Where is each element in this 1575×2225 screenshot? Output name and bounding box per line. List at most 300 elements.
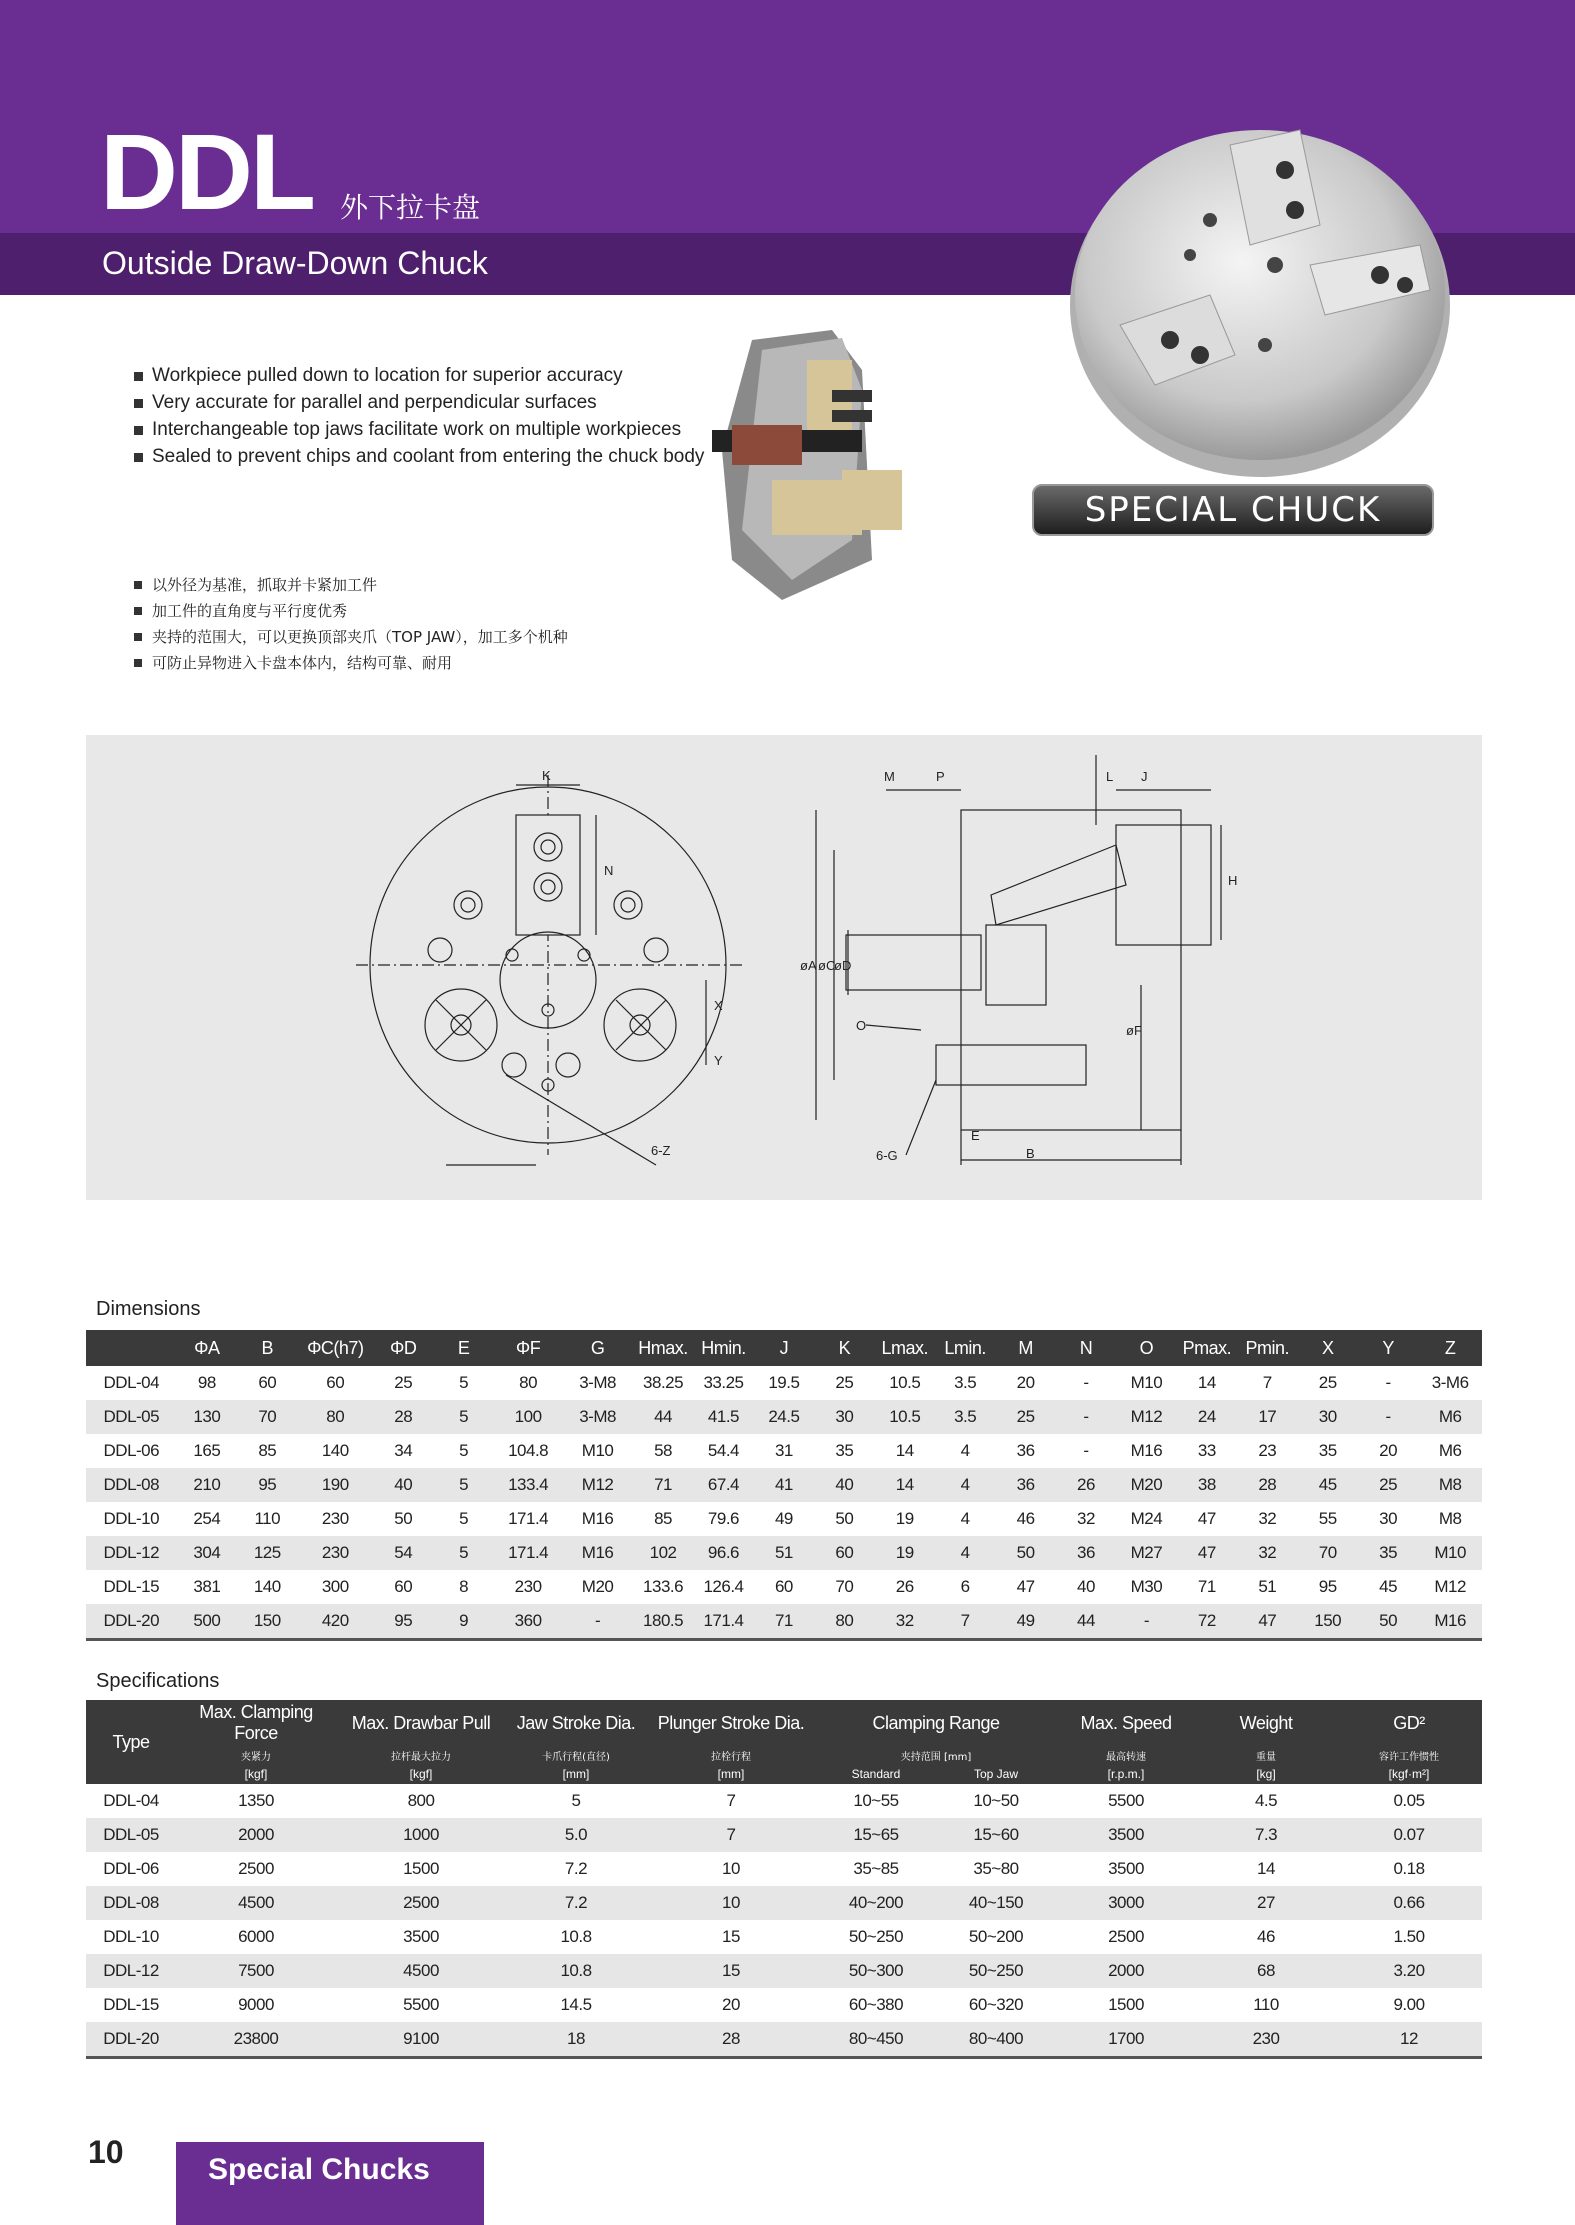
table-cell: 95 bbox=[1318, 1577, 1337, 1596]
specifications-title: Specifications bbox=[96, 1670, 220, 1692]
table-cell: 95 bbox=[373, 1604, 433, 1640]
table-cell: 50 bbox=[835, 1509, 854, 1528]
table-cell: 80~400 bbox=[936, 2022, 1056, 2058]
table-cell: 3500 bbox=[1056, 1818, 1196, 1852]
spec-header-unit: [kg] bbox=[1196, 1764, 1336, 1784]
table-cell: 32 bbox=[875, 1604, 935, 1640]
table-row bbox=[86, 1502, 1482, 1536]
table-cell: 110 bbox=[1253, 1995, 1279, 2014]
table-cell: DDL-10 bbox=[103, 1509, 160, 1528]
table-cell: M16 bbox=[1418, 1604, 1482, 1640]
spec-header-unit: Top Jaw bbox=[936, 1764, 1056, 1784]
table-cell: 41 bbox=[754, 1468, 814, 1502]
dimensions-header-cell bbox=[86, 1330, 177, 1366]
table-cell: 95 bbox=[237, 1468, 297, 1502]
table-cell: 71 bbox=[754, 1604, 814, 1640]
specifications-table bbox=[86, 1700, 1482, 2059]
table-cell: 381 bbox=[193, 1577, 221, 1596]
table-row bbox=[86, 1784, 1482, 1818]
table-cell: 51 bbox=[754, 1536, 814, 1570]
table-cell: M30 bbox=[1130, 1577, 1163, 1596]
dimensions-header-cell: ΦD bbox=[373, 1330, 433, 1366]
table-cell: M6 bbox=[1418, 1400, 1482, 1434]
table-cell: 3.5 bbox=[935, 1400, 995, 1434]
table-cell: 50 bbox=[394, 1509, 413, 1528]
table-cell: 50~250 bbox=[848, 1927, 904, 1946]
table-cell: 50 bbox=[995, 1536, 1055, 1570]
table-cell: 6 bbox=[960, 1577, 970, 1596]
table-cell: 5500 bbox=[1108, 1791, 1144, 1810]
table-cell: 25 bbox=[1358, 1468, 1418, 1502]
table-cell: - bbox=[1083, 1441, 1089, 1460]
table-row bbox=[86, 1818, 1482, 1852]
table-cell: 26 bbox=[895, 1577, 914, 1596]
table-cell: 28 bbox=[646, 2022, 816, 2058]
table-cell: 35 bbox=[835, 1441, 854, 1460]
drawing-label: L bbox=[1106, 769, 1114, 784]
dimensions-header-cell: E bbox=[433, 1330, 493, 1366]
table-cell: M12 bbox=[1434, 1577, 1466, 1596]
table-cell: 4 bbox=[960, 1509, 970, 1528]
table-cell: 17 bbox=[1237, 1400, 1297, 1434]
table-cell: 54.4 bbox=[707, 1441, 740, 1460]
table-cell: - bbox=[1385, 1373, 1391, 1392]
table-cell: 500 bbox=[177, 1604, 237, 1640]
cutaway-illustration bbox=[712, 330, 942, 600]
table-cell: 80 bbox=[297, 1400, 373, 1434]
table-cell: 180.5 bbox=[633, 1604, 693, 1640]
feature-cn-item: 可防止异物进入卡盘本体内，结构可靠、耐用 bbox=[132, 650, 568, 676]
table-cell: 98 bbox=[197, 1373, 216, 1392]
table-cell: 36 bbox=[1016, 1441, 1035, 1460]
table-cell: 104.8 bbox=[508, 1441, 549, 1460]
table-cell: 50 bbox=[1358, 1604, 1418, 1640]
table-cell: M16 bbox=[562, 1536, 633, 1570]
table-cell: 230 bbox=[297, 1536, 373, 1570]
table-cell: M27 bbox=[1116, 1536, 1176, 1570]
table-cell: 85 bbox=[654, 1509, 673, 1528]
spec-header-unit: [kgf·m²] bbox=[1336, 1764, 1482, 1784]
table-cell: 0.05 bbox=[1393, 1791, 1425, 1810]
table-cell: 4.5 bbox=[1254, 1791, 1278, 1810]
table-cell: 5 bbox=[459, 1441, 469, 1460]
table-cell: DDL-04 bbox=[103, 1791, 159, 1810]
table-cell: 1.50 bbox=[1393, 1927, 1425, 1946]
table-cell: 5 bbox=[433, 1468, 493, 1502]
table-cell: 190 bbox=[297, 1468, 373, 1502]
table-cell: 33.25 bbox=[703, 1373, 744, 1392]
table-cell: DDL-15 bbox=[103, 1995, 159, 2014]
table-cell: 6000 bbox=[238, 1927, 274, 1946]
table-cell: 300 bbox=[321, 1577, 349, 1596]
specifications-body bbox=[86, 1784, 1482, 2058]
drawing-label: J bbox=[1141, 769, 1148, 784]
drawing-label: K bbox=[542, 768, 551, 783]
table-cell: 4 bbox=[960, 1441, 970, 1460]
table-cell: 7500 bbox=[176, 1954, 336, 1988]
spec-header-gd: GD² bbox=[1336, 1700, 1482, 1746]
drawing-label: øA bbox=[800, 958, 817, 973]
table-cell: DDL-08 bbox=[86, 1468, 177, 1502]
table-cell: 230 bbox=[321, 1509, 349, 1528]
dimensions-header-cell: ΦC(h7) bbox=[297, 1330, 373, 1366]
table-cell: 5 bbox=[571, 1791, 581, 1810]
table-cell: 14.5 bbox=[560, 1995, 592, 2014]
table-row bbox=[86, 1886, 1482, 1920]
table-cell: 45 bbox=[1297, 1468, 1357, 1502]
table-cell: 15~65 bbox=[816, 1818, 936, 1852]
table-cell: 24 bbox=[1177, 1400, 1237, 1434]
table-row bbox=[86, 1920, 1482, 1954]
table-cell: 10 bbox=[646, 1886, 816, 1920]
dimensions-title: Dimensions bbox=[96, 1298, 201, 1320]
dimensions-header-row bbox=[86, 1330, 1482, 1366]
table-cell: 46 bbox=[1257, 1927, 1275, 1946]
table-cell: DDL-06 bbox=[103, 1859, 159, 1878]
table-cell: 1350 bbox=[238, 1791, 274, 1810]
spec-header-plunger: Plunger Stroke Dia. bbox=[646, 1700, 816, 1746]
table-cell: DDL-05 bbox=[86, 1818, 176, 1852]
table-cell: 28 bbox=[1237, 1468, 1297, 1502]
table-cell: 49 bbox=[995, 1604, 1055, 1640]
dimensions-header-cell: ΦF bbox=[494, 1330, 562, 1366]
table-cell: 4 bbox=[935, 1536, 995, 1570]
table-cell: 54 bbox=[373, 1536, 433, 1570]
table-cell: 47 bbox=[1197, 1509, 1216, 1528]
table-cell: 20 bbox=[722, 1995, 740, 2014]
table-cell: 60 bbox=[394, 1577, 413, 1596]
spec-header-jaw: Jaw Stroke Dia. bbox=[506, 1700, 646, 1746]
table-cell: 10~50 bbox=[973, 1791, 1019, 1810]
table-cell: M8 bbox=[1438, 1509, 1462, 1528]
table-cell: 10 bbox=[722, 1859, 740, 1878]
table-cell: 85 bbox=[258, 1441, 277, 1460]
spec-header-cn: 拉栓行程 bbox=[646, 1746, 816, 1764]
drawing-label: øF bbox=[1126, 1023, 1142, 1038]
table-cell: 33 bbox=[1197, 1441, 1216, 1460]
page-number: 10 bbox=[88, 2134, 124, 2170]
table-cell: 36 bbox=[995, 1468, 1055, 1502]
drawing-label: øC bbox=[818, 958, 836, 973]
table-cell: 25 bbox=[995, 1400, 1055, 1434]
table-cell: 35~80 bbox=[973, 1859, 1019, 1878]
drawing-label: N bbox=[604, 863, 614, 878]
table-cell: 30 bbox=[1297, 1400, 1357, 1434]
table-cell: 420 bbox=[297, 1604, 373, 1640]
table-cell: 80~450 bbox=[816, 2022, 936, 2058]
table-cell: 31 bbox=[774, 1441, 793, 1460]
drawing-label: Y bbox=[714, 1053, 723, 1068]
table-cell: 150 bbox=[1297, 1604, 1357, 1640]
table-cell: 5.0 bbox=[506, 1818, 646, 1852]
features-cn-list bbox=[132, 572, 568, 676]
table-cell: 60~320 bbox=[968, 1995, 1024, 2014]
spec-header-cn: 拉杆最大拉力 bbox=[336, 1746, 506, 1764]
table-cell: 25 bbox=[835, 1373, 854, 1392]
table-cell: 110 bbox=[254, 1509, 281, 1528]
table-cell: 60 bbox=[774, 1577, 793, 1596]
table-cell: 3-M8 bbox=[562, 1400, 633, 1434]
table-cell: 38 bbox=[1177, 1468, 1237, 1502]
table-cell: 1000 bbox=[336, 1818, 506, 1852]
table-cell: 41.5 bbox=[693, 1400, 753, 1434]
dimensions-header-cell: J bbox=[754, 1330, 814, 1366]
table-cell: 3.20 bbox=[1336, 1954, 1482, 1988]
feature-en-item: Sealed to prevent chips and coolant from entering the chuck body bbox=[132, 443, 704, 470]
spec-header-unit: Standard bbox=[816, 1764, 936, 1784]
table-cell: 68 bbox=[1196, 1954, 1336, 1988]
drawing-label: H bbox=[1228, 873, 1238, 888]
table-cell: 40 bbox=[373, 1468, 433, 1502]
table-cell: 40~200 bbox=[816, 1886, 936, 1920]
table-cell: 32 bbox=[1237, 1536, 1297, 1570]
table-cell: 7 bbox=[726, 1791, 736, 1810]
table-cell: 15 bbox=[646, 1954, 816, 1988]
table-cell: 3-M6 bbox=[1431, 1373, 1469, 1392]
table-cell: 0.07 bbox=[1336, 1818, 1482, 1852]
table-cell: 230 bbox=[1196, 2022, 1336, 2058]
table-cell: 96.6 bbox=[693, 1536, 753, 1570]
table-cell: 2000 bbox=[176, 1818, 336, 1852]
dimensions-header-cell: Hmin. bbox=[693, 1330, 753, 1366]
table-cell: 32 bbox=[1077, 1509, 1095, 1528]
table-cell: 4500 bbox=[176, 1886, 336, 1920]
table-cell: 2500 bbox=[238, 1859, 274, 1878]
table-cell: 60 bbox=[814, 1536, 874, 1570]
table-cell: - bbox=[1116, 1604, 1176, 1640]
table-cell: 14 bbox=[895, 1441, 914, 1460]
spec-header-unit: [mm] bbox=[506, 1764, 646, 1784]
table-cell: DDL-20 bbox=[86, 1604, 177, 1640]
table-row bbox=[86, 1536, 1482, 1570]
table-cell: 67.4 bbox=[693, 1468, 753, 1502]
table-cell: 130 bbox=[177, 1400, 237, 1434]
table-cell: 171.4 bbox=[693, 1604, 753, 1640]
table-cell: 23800 bbox=[176, 2022, 336, 2058]
table-cell: 79.6 bbox=[707, 1509, 740, 1528]
table-cell: M12 bbox=[1116, 1400, 1176, 1434]
table-cell: 2500 bbox=[336, 1886, 506, 1920]
dimensions-header-cell: B bbox=[237, 1330, 297, 1366]
table-cell: 9100 bbox=[336, 2022, 506, 2058]
table-cell: 165 bbox=[193, 1441, 221, 1460]
table-cell: 50~200 bbox=[968, 1927, 1024, 1946]
spec-header-cn: 重量 bbox=[1196, 1746, 1336, 1764]
table-cell: 28 bbox=[373, 1400, 433, 1434]
table-cell: 25 bbox=[394, 1373, 413, 1392]
table-cell: 47 bbox=[1237, 1604, 1297, 1640]
dimensions-header-cell: ΦA bbox=[177, 1330, 237, 1366]
table-cell: 7.2 bbox=[506, 1886, 646, 1920]
table-cell: 30 bbox=[1379, 1509, 1398, 1528]
dimensions-header-cell: Y bbox=[1358, 1330, 1418, 1366]
table-row bbox=[86, 1954, 1482, 1988]
feature-en-item: Very accurate for parallel and perpendicular surfaces bbox=[132, 389, 704, 416]
table-cell: 20 bbox=[1379, 1441, 1398, 1460]
table-cell: M20 bbox=[581, 1577, 614, 1596]
spec-header-cn: 夹持范围 [mm] bbox=[816, 1746, 1056, 1764]
table-cell: 51 bbox=[1258, 1577, 1277, 1596]
table-cell: M16 bbox=[1130, 1441, 1163, 1460]
table-row bbox=[86, 1400, 1482, 1434]
table-cell: 35~85 bbox=[853, 1859, 899, 1878]
table-cell: 40 bbox=[1077, 1577, 1095, 1596]
table-cell: DDL-05 bbox=[86, 1400, 177, 1434]
table-cell: 49 bbox=[774, 1509, 793, 1528]
table-cell: 44 bbox=[1056, 1604, 1116, 1640]
table-cell: 40~150 bbox=[936, 1886, 1056, 1920]
table-cell: M10 bbox=[1130, 1373, 1163, 1392]
footer-section-label: Special Chucks bbox=[208, 2153, 430, 2186]
dimensions-header-cell: O bbox=[1116, 1330, 1176, 1366]
table-cell: M10 bbox=[1418, 1536, 1482, 1570]
table-cell: 3.5 bbox=[954, 1373, 977, 1392]
table-cell: 19 bbox=[895, 1509, 914, 1528]
table-cell: 102 bbox=[633, 1536, 693, 1570]
product-title-cn: 外下拉卡盘 bbox=[340, 191, 481, 224]
dimensions-header-cell: Lmin. bbox=[935, 1330, 995, 1366]
table-cell: 800 bbox=[407, 1791, 435, 1810]
table-cell: DDL-15 bbox=[103, 1577, 160, 1596]
chuck-photo bbox=[1060, 115, 1460, 485]
drawing-label: 6-G bbox=[876, 1148, 898, 1163]
spec-header-type: Type bbox=[86, 1700, 176, 1784]
table-cell: 58 bbox=[654, 1441, 673, 1460]
dimensions-header-cell: G bbox=[562, 1330, 633, 1366]
table-cell: 40 bbox=[814, 1468, 874, 1502]
drawing-label: P bbox=[936, 769, 945, 784]
table-cell: 26 bbox=[1056, 1468, 1116, 1502]
table-cell: 10.8 bbox=[506, 1954, 646, 1988]
table-cell: DDL-08 bbox=[86, 1886, 176, 1920]
table-cell: 4 bbox=[935, 1468, 995, 1502]
table-cell: 3500 bbox=[403, 1927, 439, 1946]
feature-en-item: Workpiece pulled down to location for superior accuracy bbox=[132, 362, 704, 389]
table-cell: 5 bbox=[459, 1373, 469, 1392]
table-cell: 3000 bbox=[1056, 1886, 1196, 1920]
table-cell: 125 bbox=[237, 1536, 297, 1570]
table-cell: 71 bbox=[1197, 1577, 1216, 1596]
table-cell: DDL-20 bbox=[86, 2022, 176, 2058]
table-cell: M24 bbox=[1130, 1509, 1163, 1528]
drawing-label: M bbox=[884, 769, 895, 784]
table-cell: 2500 bbox=[1108, 1927, 1144, 1946]
table-cell: - bbox=[1056, 1400, 1116, 1434]
table-cell: 44 bbox=[633, 1400, 693, 1434]
table-cell: 7.2 bbox=[564, 1859, 588, 1878]
table-cell: 171.4 bbox=[508, 1509, 549, 1528]
table-cell: 8 bbox=[459, 1577, 469, 1596]
table-cell: 133.4 bbox=[494, 1468, 562, 1502]
spec-header-unit: [r.p.m.] bbox=[1056, 1764, 1196, 1784]
table-cell: 70 bbox=[1297, 1536, 1357, 1570]
table-row bbox=[86, 2022, 1482, 2058]
table-cell: DDL-04 bbox=[103, 1373, 160, 1392]
table-cell: - bbox=[1083, 1373, 1089, 1392]
table-cell: M10 bbox=[581, 1441, 614, 1460]
table-cell: 9.00 bbox=[1393, 1995, 1425, 2014]
table-cell: 12 bbox=[1336, 2022, 1482, 2058]
drawing-label: E bbox=[971, 1128, 980, 1143]
table-cell: 19.5 bbox=[768, 1373, 800, 1392]
spec-header-unit: [kgf] bbox=[176, 1764, 336, 1784]
table-cell: 70 bbox=[835, 1577, 854, 1596]
table-cell: 360 bbox=[494, 1604, 562, 1640]
table-cell: 5 bbox=[459, 1509, 469, 1528]
table-cell: 25 bbox=[1318, 1373, 1337, 1392]
table-cell: 34 bbox=[394, 1441, 413, 1460]
product-subtitle: Outside Draw-Down Chuck bbox=[102, 245, 488, 281]
dimensions-header-cell: Hmax. bbox=[633, 1330, 693, 1366]
table-cell: 55 bbox=[1318, 1509, 1337, 1528]
technical-drawing-panel bbox=[86, 735, 1482, 1200]
table-cell: 5 bbox=[433, 1400, 493, 1434]
table-cell: 0.66 bbox=[1336, 1886, 1482, 1920]
table-cell: 9000 bbox=[238, 1995, 274, 2014]
table-cell: 3-M8 bbox=[579, 1373, 616, 1392]
table-cell: 7 bbox=[1262, 1373, 1272, 1392]
table-cell: 3500 bbox=[1108, 1859, 1144, 1878]
table-cell: M16 bbox=[581, 1509, 614, 1528]
drawing-label: X bbox=[714, 998, 723, 1013]
table-cell: 45 bbox=[1379, 1577, 1398, 1596]
table-cell: 5500 bbox=[403, 1995, 439, 2014]
table-cell: 0.18 bbox=[1393, 1859, 1425, 1878]
dimensions-header-cell: Lmax. bbox=[875, 1330, 935, 1366]
dimensions-header-cell: M bbox=[995, 1330, 1055, 1366]
dimensions-header-cell: Z bbox=[1418, 1330, 1482, 1366]
table-cell: 19 bbox=[875, 1536, 935, 1570]
spec-header-range: Clamping Range bbox=[816, 1700, 1056, 1746]
technical-drawing bbox=[86, 735, 1482, 1200]
spec-header-cn: 夹紧力 bbox=[176, 1746, 336, 1764]
table-cell: 30 bbox=[814, 1400, 874, 1434]
table-cell: 50~300 bbox=[816, 1954, 936, 1988]
table-cell: 47 bbox=[1177, 1536, 1237, 1570]
dimensions-table bbox=[86, 1330, 1482, 1641]
table-cell: 254 bbox=[193, 1509, 221, 1528]
table-cell: 50~250 bbox=[936, 1954, 1056, 1988]
dimensions-header-cell: Pmax. bbox=[1177, 1330, 1237, 1366]
table-cell: DDL-10 bbox=[103, 1927, 159, 1946]
spec-header-weight: Weight bbox=[1196, 1700, 1336, 1746]
table-row bbox=[86, 1366, 1482, 1400]
feature-cn-item: 加工件的直角度与平行度优秀 bbox=[132, 598, 568, 624]
table-cell: 15 bbox=[722, 1927, 740, 1946]
table-cell: 23 bbox=[1258, 1441, 1277, 1460]
table-row bbox=[86, 1434, 1482, 1468]
table-cell: M20 bbox=[1116, 1468, 1176, 1502]
dimensions-header-cell: K bbox=[814, 1330, 874, 1366]
dimensions-header-cell: Pmin. bbox=[1237, 1330, 1297, 1366]
table-cell: 72 bbox=[1177, 1604, 1237, 1640]
table-cell: 14 bbox=[1257, 1859, 1275, 1878]
table-cell: 70 bbox=[237, 1400, 297, 1434]
table-cell: 150 bbox=[237, 1604, 297, 1640]
table-cell: 140 bbox=[253, 1577, 281, 1596]
table-cell: 210 bbox=[177, 1468, 237, 1502]
product-title: DDL bbox=[100, 111, 313, 232]
table-cell: 47 bbox=[1016, 1577, 1035, 1596]
table-cell: 230 bbox=[514, 1577, 542, 1596]
table-cell: 10.8 bbox=[560, 1927, 592, 1946]
table-cell: 171.4 bbox=[494, 1536, 562, 1570]
table-cell: - bbox=[562, 1604, 633, 1640]
table-cell: 10.5 bbox=[889, 1373, 921, 1392]
table-cell: DDL-06 bbox=[103, 1441, 160, 1460]
table-cell: 14 bbox=[1197, 1373, 1216, 1392]
table-row bbox=[86, 1604, 1482, 1640]
